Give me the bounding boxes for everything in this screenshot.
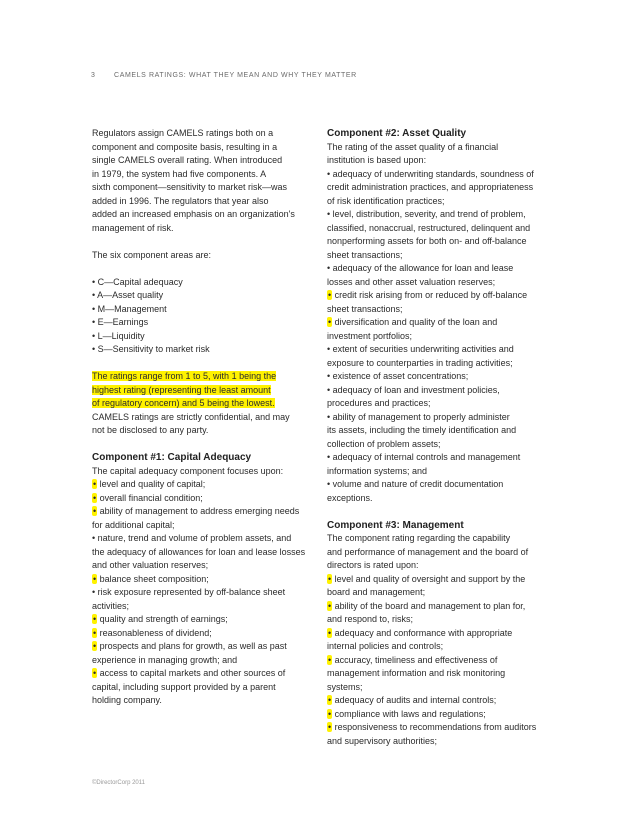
component-1-list <box>92 478 314 708</box>
highlighted-bullet-icon: • <box>93 641 97 651</box>
list-item-text: board and management; <box>327 587 426 597</box>
page-number: 3 <box>91 72 96 79</box>
component-3-heading: Component #3: Management <box>327 519 464 531</box>
list-item <box>327 343 549 357</box>
body-line: not be disclosed to any party. <box>92 425 209 435</box>
list-item <box>92 667 314 681</box>
highlighted-bullet-icon: • <box>328 695 332 705</box>
list-item <box>327 708 549 722</box>
list-item-text: sheet transactions; <box>327 303 403 314</box>
list-item <box>327 208 549 222</box>
list-item-text: institution is based upon: <box>327 155 427 165</box>
intro-line: management of risk. <box>92 222 174 233</box>
list-item <box>92 573 314 587</box>
list-item <box>327 478 549 492</box>
list-item-text: activities; <box>92 600 130 611</box>
list-item-text: and performance of management and the board of <box>327 546 529 557</box>
list-item <box>92 627 314 641</box>
intro-line: component and composite basis, resulting in a <box>92 141 278 152</box>
list-item: • S—Sensitivity to market risk <box>92 344 210 354</box>
list-item-text: balance sheet composition; <box>97 573 209 584</box>
list-item-text: • existence of asset concentrations; <box>327 371 469 381</box>
list-item <box>327 627 549 641</box>
list-item: • M—Management <box>92 303 167 314</box>
list-item-text: sheet transactions; <box>327 249 403 260</box>
highlighted-bullet-icon: • <box>93 627 97 638</box>
ratings-range-paragraph <box>92 370 314 438</box>
list-item-text: systems; <box>327 681 363 692</box>
list-item-text: information systems; and <box>327 465 428 476</box>
list-item-text: level and quality of capital; <box>97 479 206 489</box>
list-item <box>327 721 549 735</box>
intro-line: in 1979, the system had five components. A <box>92 168 267 179</box>
highlighted-bullet-icon: • <box>93 492 97 503</box>
intro-line: Regulators assign CAMELS ratings both on a <box>92 128 274 138</box>
highlighted-bullet-icon: • <box>328 290 332 300</box>
list-item <box>327 424 549 438</box>
footer-copyright: ©DirectorCorp 2011 <box>92 780 145 786</box>
intro-line: added an increased emphasis on an organization's <box>92 209 295 219</box>
highlighted-text: The ratings range from 1 to 5, with 1 being the <box>92 371 277 381</box>
intro-line: added in 1996. The regulators that year also <box>92 195 269 206</box>
component-2-list <box>327 141 549 506</box>
list-item-text: internal policies and controls; <box>327 641 444 651</box>
list-item: • L—Liquidity <box>92 330 145 341</box>
list-item-text: • risk exposure represented by off-balance sheet <box>92 587 286 597</box>
list-item <box>327 141 549 155</box>
list-item <box>327 546 549 560</box>
list-item <box>327 303 549 317</box>
list-item-text: diversification and quality of the loan and <box>332 317 498 327</box>
list-item-text: overall financial condition; <box>97 492 203 503</box>
intro-line: sixth component—sensitivity to market risk—was <box>92 182 288 192</box>
list-item: • C—Capital adequacy <box>92 276 183 287</box>
list-item <box>327 370 549 384</box>
page-header <box>91 72 357 79</box>
list-item <box>92 546 314 560</box>
list-item <box>92 492 314 506</box>
list-item <box>92 586 314 600</box>
list-item <box>327 559 549 573</box>
list-item-text: capital, including support provided by a parent <box>92 681 276 692</box>
list-item-text: access to capital markets and other sources of <box>97 668 286 678</box>
list-item-text: directors is rated upon: <box>327 560 419 570</box>
list-item <box>327 465 549 479</box>
list-item <box>327 195 549 209</box>
list-item <box>92 640 314 654</box>
list-item <box>327 735 549 749</box>
highlighted-text: of regulatory concern) and 5 being the lowest. <box>92 398 275 408</box>
highlighted-bullet-icon: • <box>93 668 97 678</box>
list-item <box>92 505 314 519</box>
list-item <box>327 249 549 263</box>
list-item <box>327 438 549 452</box>
list-item-text: the adequacy of allowances for loan and lease losses <box>92 546 306 557</box>
list-item <box>92 478 314 492</box>
list-item-text: investment portfolios; <box>327 330 413 341</box>
highlighted-bullet-icon: • <box>328 317 332 327</box>
highlighted-bullet-icon: • <box>328 722 332 732</box>
highlighted-bullet-icon: • <box>328 627 332 638</box>
list-item <box>327 640 549 654</box>
list-item-text: • level, distribution, severity, and trend of problem, <box>327 209 526 219</box>
list-item-text: for additional capital; <box>92 519 175 530</box>
list-item <box>92 613 314 627</box>
list-item-text: losses and other asset valuation reserves; <box>327 276 496 287</box>
list-item <box>327 397 549 411</box>
list-item <box>327 289 549 303</box>
list-item <box>327 694 549 708</box>
highlighted-bullet-icon: • <box>328 573 332 584</box>
list-item-text: credit risk arising from or reduced by off-balance <box>332 290 528 300</box>
highlighted-bullet-icon: • <box>328 654 332 665</box>
list-item-text: classified, nonaccrual, restructured, delinquent and <box>327 222 531 233</box>
intro-paragraph <box>92 127 314 235</box>
list-item-text: The rating of the asset quality of a financial <box>327 141 499 152</box>
list-item <box>327 532 549 546</box>
list-item: • A—Asset quality <box>92 290 164 300</box>
body-line: CAMELS ratings are strictly confidential, and may <box>92 411 290 422</box>
list-item-text: reasonableness of dividend; <box>97 627 212 638</box>
list-item-text: procedures and practices; <box>327 398 431 408</box>
highlighted-bullet-icon: • <box>93 573 97 584</box>
list-item-text: accuracy, timeliness and effectiveness of <box>332 654 498 665</box>
list-item <box>327 411 549 425</box>
list-item <box>92 681 314 695</box>
highlighted-bullet-icon: • <box>328 600 332 611</box>
header-title: CAMELS RATINGS: WHAT THEY MEAN AND WHY THEY MATTER <box>114 72 357 79</box>
list-item <box>327 586 549 600</box>
six-areas-intro: The six component areas are: <box>92 249 212 260</box>
list-item <box>327 181 549 195</box>
list-item-text: responsiveness to recommendations from auditors <box>332 722 537 732</box>
list-item <box>92 519 314 533</box>
component-1-intro: The capital adequacy component focuses upon: <box>92 465 284 476</box>
intro-line: single CAMELS overall rating. When introduced <box>92 155 283 165</box>
list-item-text: exposure to counterparties in trading activities; <box>327 357 513 368</box>
component-1-heading: Component #1: Capital Adequacy <box>92 452 252 463</box>
list-item-text: • volume and nature of credit documentation <box>327 479 504 489</box>
list-item-text: The component rating regarding the capability <box>327 533 511 543</box>
list-item <box>327 154 549 168</box>
list-item <box>92 600 314 614</box>
highlighted-bullet-icon: • <box>93 479 97 489</box>
list-item <box>92 532 314 546</box>
list-item-text: experience in managing growth; and <box>92 654 238 665</box>
right-column <box>327 127 549 748</box>
list-item-text: • adequacy of loan and investment policies, <box>327 384 500 395</box>
list-item <box>92 694 314 708</box>
list-item <box>92 654 314 668</box>
list-item-text: management information and risk monitoring <box>327 668 506 678</box>
list-item <box>327 384 549 398</box>
list-item <box>327 681 549 695</box>
list-item-text: collection of problem assets; <box>327 438 441 449</box>
list-item-text: and supervisory authorities; <box>327 735 438 746</box>
list-item-text: nonperforming assets for both on- and off-balance <box>327 236 527 246</box>
component-list <box>92 276 314 357</box>
list-item <box>327 573 549 587</box>
list-item-text: • ability of management to properly administer <box>327 411 510 422</box>
list-item-text: • extent of securities underwriting activities and <box>327 344 514 354</box>
list-item <box>327 168 549 182</box>
list-item-text: its assets, including the timely identification and <box>327 425 517 435</box>
component-2-heading: Component #2: Asset Quality <box>327 128 467 139</box>
list-item-text: holding company. <box>92 695 162 705</box>
list-item: • E—Earnings <box>92 317 149 327</box>
list-item <box>327 316 549 330</box>
list-item <box>327 492 549 506</box>
highlighted-bullet-icon: • <box>93 506 97 516</box>
list-item <box>327 654 549 668</box>
component-3-list <box>327 532 549 748</box>
list-item-text: credit administration practices, and appropriateness <box>327 182 534 192</box>
list-item-text: • adequacy of underwriting standards, soundness of <box>327 168 534 179</box>
highlighted-bullet-icon: • <box>328 708 332 719</box>
list-item <box>327 235 549 249</box>
list-item-text: • adequacy of internal controls and management <box>327 452 521 462</box>
list-item-text: quality and strength of earnings; <box>97 614 228 624</box>
list-item-text: exceptions. <box>327 492 373 503</box>
list-item-text: level and quality of oversight and support by the <box>332 573 526 584</box>
list-item-text: adequacy of audits and internal controls; <box>332 695 497 705</box>
list-item <box>327 667 549 681</box>
list-item-text: and other valuation reserves; <box>92 560 209 570</box>
list-item-text: • adequacy of the allowance for loan and lease <box>327 263 514 273</box>
list-item <box>327 451 549 465</box>
list-item-text: • nature, trend and volume of problem assets, and <box>92 533 292 543</box>
list-item <box>327 600 549 614</box>
left-column <box>92 127 314 708</box>
list-item <box>327 357 549 371</box>
list-item <box>327 276 549 290</box>
list-item-text: prospects and plans for growth, as well as past <box>97 641 287 651</box>
highlighted-bullet-icon: • <box>93 614 97 624</box>
list-item <box>327 330 549 344</box>
list-item-text: compliance with laws and regulations; <box>332 708 486 719</box>
highlighted-text: highest rating (representing the least amount <box>92 384 271 395</box>
list-item-text: ability of the board and management to plan for, <box>332 600 526 611</box>
list-item-text: ability of management to address emerging needs <box>97 506 300 516</box>
list-item-text: and respond to, risks; <box>327 614 414 624</box>
list-item <box>327 613 549 627</box>
list-item <box>92 559 314 573</box>
list-item <box>327 222 549 236</box>
list-item <box>327 262 549 276</box>
list-item-text: adequacy and conformance with appropriate <box>332 627 513 638</box>
list-item-text: of risk identification practices; <box>327 195 445 206</box>
